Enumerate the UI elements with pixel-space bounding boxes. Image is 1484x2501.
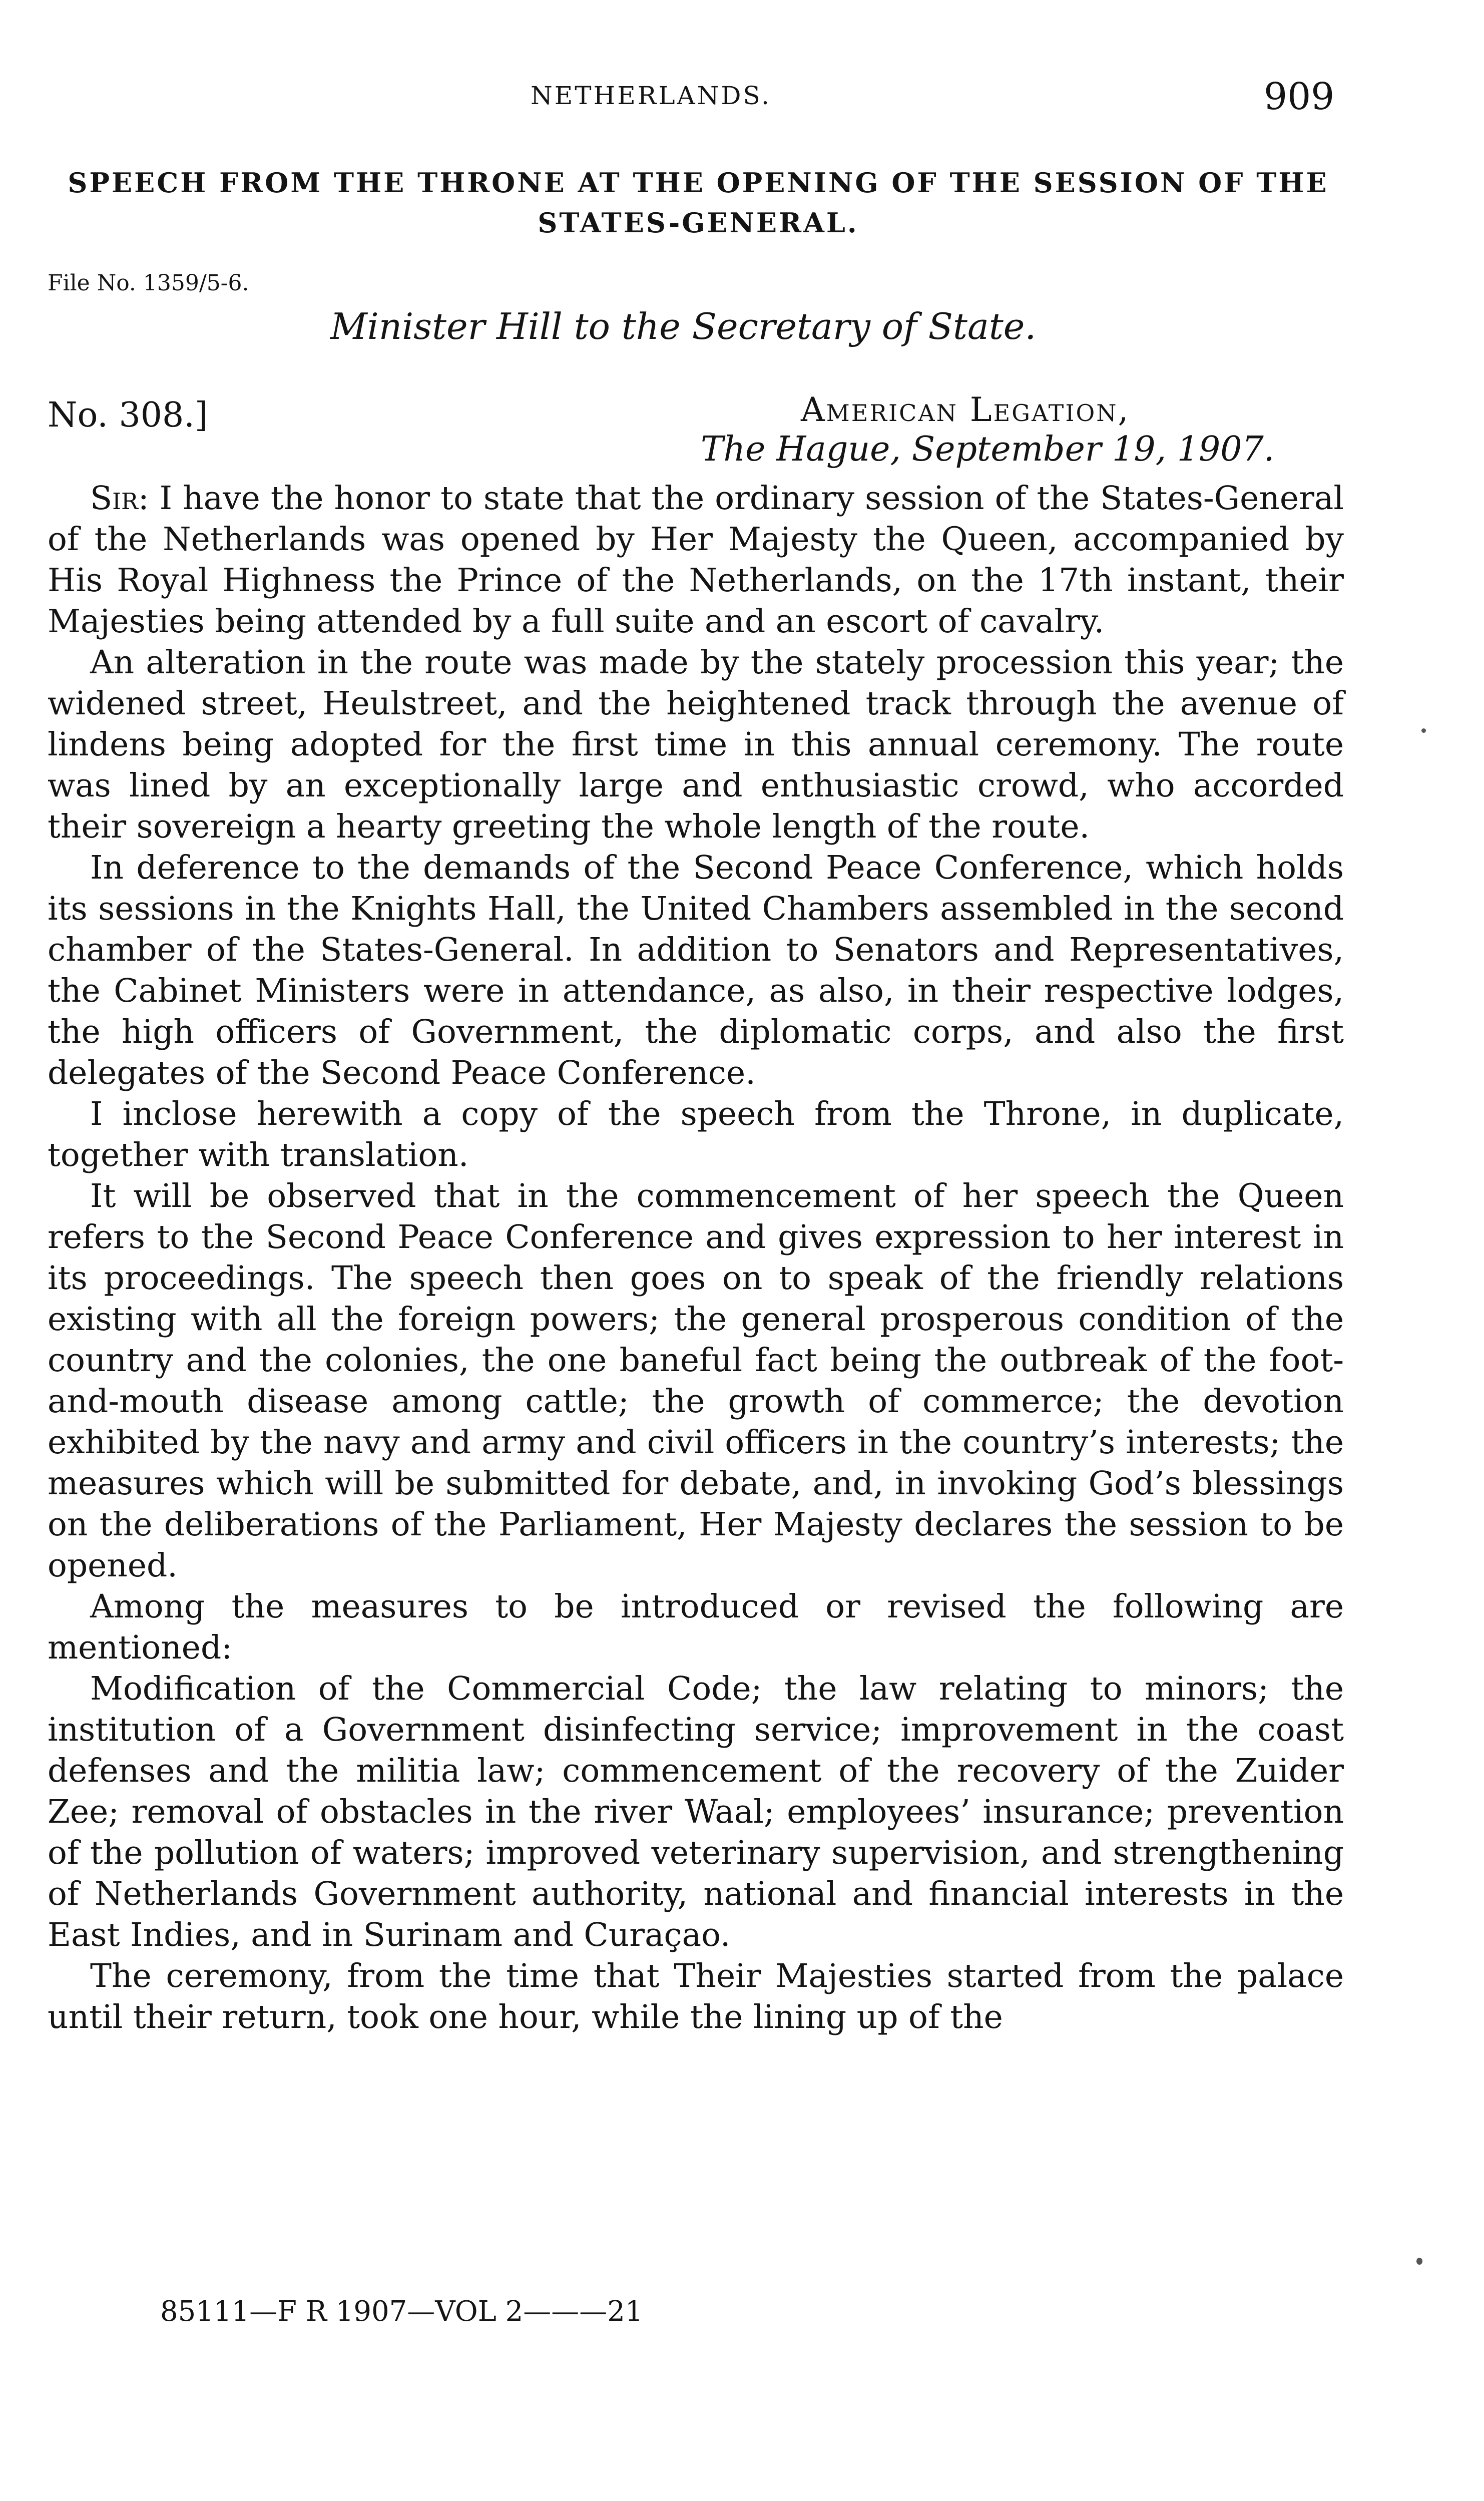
letter-heading: Minister Hill to the Secretary of State. [330, 305, 1037, 347]
paragraph-5: It will be observed that in the commencement of her speech the Queen refers to the Second Peace Conference and gives expression to her interest in its proceedings. The speech then goes on to speak of the friendly relations existing with all the foreign powers; the general prosperous condition of the country and the colonies, the one baneful fact being the outbreak of the foot-and-mouth disease among cattle; the growth of commerce; the devotion exhibited by the navy and army and civil officers in the country’s interests; the measures which will be submitted for debate, and, in invoking God’s blessings on the deliberations of the Parliament, Her Majesty declares the session to be opened. [48, 1177, 1344, 1584]
paragraph-3: In deference to the demands of the Second Peace Conference, which holds its sessions in the Knights Hall, the United Chambers assembled in the second chamber of the States-General. In addition to Senators and Representatives, the Cabinet Ministers were in attendance, as also, in their respective lodges, the high officers of Government, the diplomatic corps, and also the first delegates of the Second Peace Conference. [48, 849, 1344, 1092]
salutation: Sir: [90, 480, 149, 517]
paragraph-7: Modification of the Commercial Code; the law relating to minors; the institution of a Government disinfecting service; improvement in the coast defenses and the militia law; commencement of the recovery of the Zuider Zee; removal of obstacles in the river Waal; employees’ insurance; prevention of the pollution of waters; improved veterinary supervision, and strengthening of Netherlands Government authority, national and financial interests in the East Indies, and in Surinam and Curaçao. [48, 1670, 1344, 1954]
legation-line: American Legation, [801, 390, 1130, 429]
ink-speck [1421, 728, 1426, 733]
paragraph-1-text: I have the honor to state that the ordinary session of the States-General of the Netherlands was opened by Her Majesty the Queen, accompanied by His Royal Highness the Prince of the Netherlands, on the 17th instant, their Majesties being attended by a full suite and an escort of cavalry. [48, 480, 1344, 640]
ink-speck [1416, 2258, 1422, 2265]
paragraph-4: I inclose herewith a copy of the speech from the Throne, in duplicate, together with translation. [48, 1095, 1344, 1174]
paragraph-8: The ceremony, from the time that Their Majesties started from the palace until their return, took one hour, while the lining up of the [48, 1957, 1344, 2036]
running-title: NETHERLANDS. [531, 81, 771, 110]
document-headline: SPEECH FROM THE THRONE AT THE OPENING OF THE SESSION OF THE STATES-GENERAL. [68, 167, 1329, 239]
letter-body [48, 478, 1344, 2038]
running-head [0, 75, 1484, 118]
paragraph-2: An alteration in the route was made by the stately procession this year; the widened street, Heulstreet, and the heightened track through the avenue of lindens being adopted for the first time in this annual ceremony. The route was lined by an exceptionally large and enthusiastic crowd, who accorded their sovereign a hearty greeting the whole length of the route. [48, 644, 1344, 846]
paragraph-6: Among the measures to be introduced or revised the following are mentioned: [48, 1588, 1344, 1666]
page-number: 909 [1264, 75, 1335, 118]
paragraph-1 [48, 478, 1344, 642]
place-date-line: The Hague, September 19, 1907. [701, 430, 1275, 469]
document-number: No. 308.] [48, 395, 208, 435]
printer-signature-line: 85111—F R 1907—VOL 2———21 [160, 2295, 643, 2328]
file-number: File No. 1359/5-6. [48, 270, 249, 296]
